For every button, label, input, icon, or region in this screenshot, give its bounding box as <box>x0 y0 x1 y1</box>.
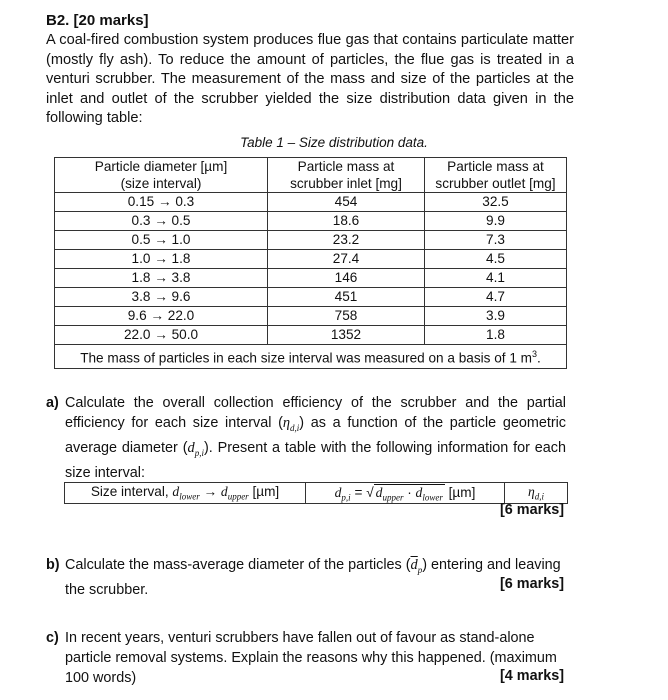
table-footnote-row <box>55 345 567 369</box>
part-a-label: a) <box>46 395 59 411</box>
question-heading: B2. [20 marks] <box>46 12 149 29</box>
table-footnote: The mass of particles in each size interval was measured on a basis of 1 $m^3$. <box>55 345 567 369</box>
table-row: 0.3 → 0.5 18.6 9.9 <box>55 212 567 231</box>
part-a <box>46 393 566 483</box>
col-geometric-diameter: $d_{p,i}$ = √ $d_{upper} \cdot d_{lower}$ [µm] <box>306 483 505 504</box>
part-c-label: c) <box>46 630 59 646</box>
part-a-text: Calculate the overall collection efficiency of the scrubber and the partial efficiency for each size interval $(\eta_{d,i})$ as a function of the particle geometric average diameter $(d_{p,i})$. Present a table with the following information for each size interval: <box>65 395 567 481</box>
table-row: 1.8 → 3.8 146 4.1 <box>55 269 567 288</box>
sqrt-icon: √ <box>366 484 374 500</box>
part-b-marks: [6 marks] <box>500 576 564 592</box>
table-row: 0.5 → 1.0 23.2 7.3 <box>55 231 567 250</box>
col-size-interval: Size interval, $d_{lower} \to d_{upper}$ [µm] <box>65 483 306 504</box>
col-partial-efficiency: $\eta_{d,i}$ <box>505 483 568 504</box>
table-row: 0.15 → 0.3 454 32.5 <box>55 193 567 212</box>
header-inlet-mass: Particle mass at scrubber inlet [mg] <box>268 158 425 193</box>
part-a-marks: [6 marks] <box>500 502 564 518</box>
intro-paragraph: A coal-fired combustion system produces flue gas that contains particulate matter (mostly fly ash). To reduce the amount of particles, the flue gas is treated in a venturi scrubber. The measurement of the mass and size of the particles at the inlet and outlet of the scrubber yielded the size distribution data given in the following table: <box>46 32 574 127</box>
table-row: 9.6 → 22.0 758 3.9 <box>55 307 567 326</box>
header-outlet-mass: Particle mass at scrubber outlet [mg] <box>425 158 567 193</box>
table-row: 22.0 → 50.0 1352 1.8 <box>55 326 567 345</box>
answer-format-row <box>65 483 568 504</box>
header-diameter: Particle diameter [µm] (size interval) <box>55 158 268 193</box>
table-header-row <box>55 158 567 193</box>
part-b-text: Calculate the mass-average diameter of the particles $(\overline{d}_p)$ entering and leaving the scrubber. <box>65 557 561 598</box>
table-row: 1.0 → 1.8 27.4 4.5 <box>55 250 567 269</box>
table-row: 3.8 → 9.6 451 4.7 <box>55 288 567 307</box>
size-distribution-table <box>54 157 567 369</box>
table-caption: Table 1 – Size distribution data. <box>240 135 428 150</box>
part-c-marks: [4 marks] <box>500 668 564 684</box>
part-c-text: In recent years, venturi scrubbers have fallen out of favour as stand-alone particle removal systems. Explain the reasons why this happened. (maximum 100 words) <box>65 630 557 686</box>
part-b-label: b) <box>46 557 60 573</box>
answer-format-table <box>64 482 568 504</box>
